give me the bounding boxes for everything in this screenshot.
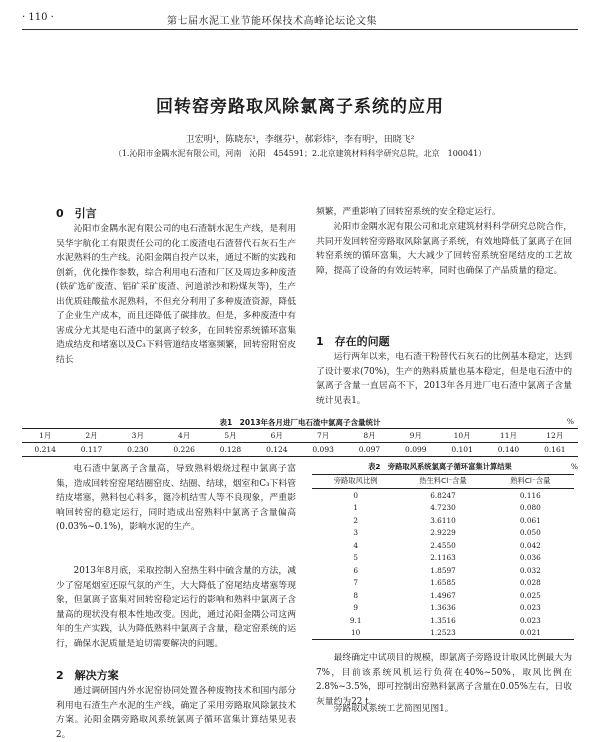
paper-title: 回转窑旁路取风除氯离子系统的应用 [156,97,444,117]
journal-title: 第七届水泥工业节能环保技术高峰论坛论文集 [167,16,377,27]
section-0-heading: 0 引言 [56,207,97,220]
page-number: · 110 · [22,12,54,23]
table-row [312,552,574,565]
table-1-header-row [22,429,578,443]
t1-value: 0.124 [254,443,300,457]
t2-cell: 0.116 [519,490,541,500]
t2-cell: 0.080 [519,503,541,513]
t2-header: 旁路取风比例 [312,475,399,489]
t1-month: 4月 [161,429,207,443]
header-rule [22,29,578,30]
t1-value: 0.101 [439,443,485,457]
t2-cell: 1.4967 [430,590,456,600]
t2-cell: 1 [353,503,358,513]
t1-value: 0.093 [300,443,346,457]
t2-cell: 0 [353,490,358,500]
solution-paragraph-3: 旁路取风系统工艺简图见图1。 [333,704,454,714]
t2-cell: 5 [353,553,358,563]
table-1-value-row [22,443,578,457]
problem-paragraph-1: 运行两年以来，电石渣干粉替代石灰石的比例基本稳定，达到了设计要求(70%)，生产的熟料质量也基本稳定，但是电石渣中的氯离子含量一直居高不下，2013年各月进厂电石渣中氯离子含量统计见表1。 [316,352,572,406]
t2-cell: 0.036 [519,553,541,563]
table-2 [312,474,574,640]
t2-cell: 1.3516 [430,615,456,625]
t2-cell: 8 [353,590,358,600]
t2-cell: 0.021 [487,627,574,640]
t1-value: 0.230 [115,443,161,457]
section-2-heading: 2 解决方案 [56,669,119,682]
table-row [312,527,574,540]
section-1-heading: 1 存在的问题 [316,335,390,348]
t2-cell: 4 [353,540,358,550]
t1-month: 7月 [300,429,346,443]
table-row [312,602,574,615]
t2-cell: 0.032 [519,565,541,575]
t2-cell: 0.042 [519,540,541,550]
t1-month: 5月 [207,429,253,443]
table-2-caption: 表2 旁路取风系统氯离子循环富集计算结果 [368,462,512,471]
table-row [312,564,574,577]
table-1-caption: 表1 2013年各月进厂电石渣中氯离子含量统计 [219,418,381,427]
t2-cell: 0.061 [519,515,541,525]
t1-month: 10月 [439,429,485,443]
t2-cell: 1.6585 [430,578,456,588]
t1-value: 0.214 [22,443,68,457]
t1-value: 0.128 [207,443,253,457]
table-row [312,502,574,515]
t2-cell: 1.3636 [430,603,456,613]
table-row [312,489,574,502]
t1-month: 2月 [68,429,114,443]
intro-paragraph-1-cont: 频繁，严重影响了回转窑系统的安全稳定运行。 [316,207,501,217]
t2-cell: 1.2523 [399,627,486,640]
t1-month: 9月 [393,429,439,443]
t2-header: 熟料Cl⁻含量 [487,475,574,489]
t2-cell: 6 [353,565,358,575]
t1-month: 11月 [485,429,531,443]
t2-cell: 9.1 [349,615,362,625]
t2-cell: 2.1163 [430,553,456,563]
t2-cell: 2 [353,515,358,525]
table-row [312,577,574,590]
t1-value: 0.099 [393,443,439,457]
t2-cell: 10 [312,627,399,640]
t2-cell: 4.7230 [430,503,456,513]
table-1-unit: % [566,417,574,426]
t2-cell: 3 [353,528,358,538]
t1-month: 3月 [115,429,161,443]
affiliations: （1.沁阳市金隅水泥有限公司，河南 沁阳 454591；2.北京建筑材料科学研究总院，北京 100041） [113,149,487,158]
author-list: 卫宏明¹，陈晓东¹，李继芬¹，郝彩炜²，李有明²，田晓飞² [185,135,415,145]
t1-value: 0.161 [532,443,578,457]
t1-value: 0.140 [485,443,531,457]
t2-cell: 9 [353,603,358,613]
t1-month: 6月 [254,429,300,443]
t1-month: 1月 [22,429,68,443]
t1-month: 8月 [346,429,392,443]
solution-paragraph-1: 通过调研国内外水泥窑协同处置各种废物技术和国内部分利用电石渣生产水泥的生产线，确定了采用旁路取风除氯技术方案。沁阳金隅旁路取风系统氯离子循环富集计算结果见表2。 [56,686,296,740]
t2-cell: 2.9229 [430,528,456,538]
t2-cell: 7 [353,578,358,588]
t1-value: 0.117 [68,443,114,457]
table-row [312,514,574,527]
t2-cell: 0.050 [519,528,541,538]
problem-paragraph-3: 2013年8月底，采取控制入窑热生料中硫含量的方法，减少了窑尾烟室还原气氛的产生，大大降低了窑尾结皮堵塞等现象，但氯离子富集对回转窑稳定运行的影响和熟料中氯离子含量高的现状没有根本性地改变。因此，通过沁阳金隅公司这两年的生产实践，认为降低熟料中氯离子含量，稳定窑系统的运行，确保水泥质量是迫切需要解决的问题。 [56,566,296,649]
table-row [312,627,574,640]
t1-month: 12月 [532,429,578,443]
t2-cell: 0.023 [519,603,541,613]
t2-header: 热生料Cl⁻含量 [399,475,486,489]
t2-cell: 2.4550 [430,540,456,550]
t1-value: 0.226 [161,443,207,457]
t2-cell: 0.028 [519,578,541,588]
solution-paragraph-2: 最终确定中试项目的规模，即氯离子旁路设计取风比例最大为7%，目前该系统风机运行负荷在40%~50%，取风比例在2.8%~3.5%，即可控制出窑熟料氯离子含量在0.05%左右，日收灰量约为22 t。 [316,653,572,707]
intro-paragraph-1: 沁阳市金隅水泥有限公司的电石渣制水泥生产线，是利用吴华宇航化工有限责任公司的化工废渣电石渣替代石灰石生产水泥熟料的生产线。沁阳金隅自投产以来，通过不断的实践和创新，优化操作参数，综合利用电石渣和厂区及周边多种废渣(铁矿选矿废渣、铝矿采矿废渣、河道淤沙和粉煤灰等)，生产出优质硅酸盐水泥熟料，不但充分利用了多种废渣资源，降低了企业生产成本，而且还降低了碳排放。但是，多种废渣中有害成分尤其是电石渣中的氯离子较多，在回转窑系统循环富集造成结皮和堵塞以及C₃下料管道结皮堵塞频繁，回转窑附窑皮结长 [56,224,296,365]
table-row [312,539,574,552]
t2-cell: 0.025 [519,590,541,600]
problem-paragraph-2: 电石渣中氯离子含量高，导致熟料煅烧过程中氯离子富集，造成回转窑窑尾结圈窑皮、结圈、结球，烟室和C₃下料管结皮堵塞，熟料包心料多，篦冷机结雪人等不良现象，严重影响回转窑的稳定运行，同时造成出窑熟料中氯离子含量偏高(0.03%~0.1%)，影响水泥的生产。 [56,464,296,532]
table-2-header-row [312,475,574,489]
intro-paragraph-2: 沁阳市金隅水泥有限公司和北京建筑材料科学研究总院合作，共同开发回转窑旁路取风除氯离子系统，有效地降低了氯离子在回转窑系统的循环富集，大大减少了回转窑系统窑尾结皮的工艺故障，提高了设备的有效运转率，同时也确保了产品质量的稳定。 [316,222,572,276]
running-header [22,12,578,26]
t2-cell: 1.8597 [430,565,456,575]
t1-value: 0.097 [346,443,392,457]
t2-cell: 0.023 [519,615,541,625]
t2-cell: 6.8247 [430,490,456,500]
t2-cell: 3.6110 [430,515,456,525]
table-2-unit: % [570,462,578,471]
table-1 [22,428,578,457]
table-row [312,589,574,602]
table-row [312,614,574,627]
